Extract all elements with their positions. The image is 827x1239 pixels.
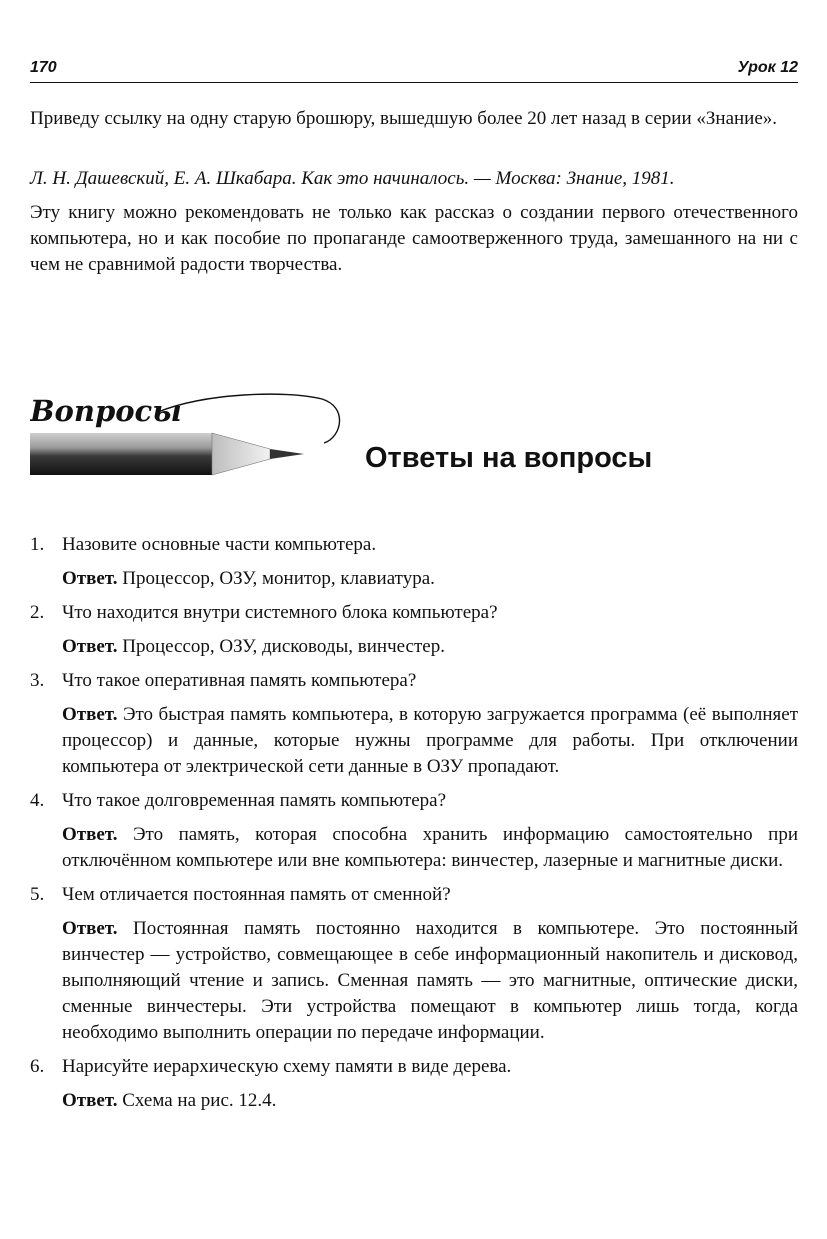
qa-list bbox=[30, 532, 798, 1122]
question-text: Чем отличается постоянная память от сменной? bbox=[62, 884, 451, 905]
answer-text: Процессор, ОЗУ, дисководы, винчестер. bbox=[122, 636, 445, 657]
answer-text: Это быстрая память компьютера, в которую загружается программа (её выполняет процессор) и данные, которые нужны программе для работы. При отключении компьютера от электрической сети данные в ОЗУ пропадают. bbox=[62, 704, 798, 777]
qa-item bbox=[30, 882, 798, 1046]
page-header bbox=[30, 58, 798, 83]
question-number: 5. bbox=[30, 884, 45, 905]
question-text: Назовите основные части компьютера. bbox=[62, 534, 377, 555]
question-number: 6. bbox=[30, 1056, 45, 1077]
answer-label: Ответ. bbox=[62, 636, 118, 657]
question-text: Что такое оперативная память компьютера? bbox=[62, 670, 417, 691]
question-number: 3. bbox=[30, 670, 45, 691]
lesson-title: Урок 12 bbox=[737, 59, 798, 76]
qa-item bbox=[30, 600, 798, 660]
qa-item bbox=[30, 668, 798, 780]
answer-text: Это память, которая способна хранить информацию самостоятельно при отключённом компьютере или вне компьютера: винчестер, лазерные и магнитные диски. bbox=[62, 824, 799, 871]
qa-item bbox=[30, 788, 798, 874]
page-number: 170 bbox=[30, 59, 57, 76]
question bbox=[30, 788, 798, 814]
question-text: Нарисуйте иерархическую схему памяти в виде дерева. bbox=[62, 1056, 512, 1077]
question bbox=[30, 1054, 798, 1080]
question bbox=[30, 532, 798, 558]
answer-label: Ответ. bbox=[62, 704, 118, 725]
answer-text: Постоянная память постоянно находится в компьютере. Это постоянный винчестер — устройство, совмещающее в себе информационный накопитель и дисковод, выполняющий чтение и запись. Сменная память — это магнитные, оптические диски, сменные винчестеры. Эти устройства помещают в компьютер лишь тогда, когда необходимо выполнить операции по передаче информации. bbox=[62, 918, 799, 1043]
pencil-body bbox=[30, 433, 212, 475]
question-text: Что такое долговременная память компьютера? bbox=[62, 790, 447, 811]
question-number: 1. bbox=[30, 534, 45, 555]
book-citation: Л. Н. Дашевский, Е. А. Шкабара. Как это начиналось. — Москва: Знание, 1981. bbox=[30, 168, 675, 189]
answer-text: Процессор, ОЗУ, монитор, клавиатура. bbox=[122, 568, 435, 589]
question bbox=[30, 668, 798, 694]
answer-label: Ответ. bbox=[62, 918, 118, 939]
answer bbox=[62, 566, 798, 592]
answer-label: Ответ. bbox=[62, 824, 118, 845]
answer bbox=[62, 1088, 798, 1114]
pencil-tip bbox=[270, 449, 304, 459]
answer bbox=[62, 822, 798, 874]
qa-item bbox=[30, 1054, 798, 1114]
question-number: 2. bbox=[30, 602, 45, 623]
answer-label: Ответ. bbox=[62, 568, 118, 589]
question-number: 4. bbox=[30, 790, 45, 811]
pencil-illustration bbox=[30, 385, 350, 495]
question bbox=[30, 600, 798, 626]
question bbox=[30, 882, 798, 908]
pencil-wood bbox=[212, 433, 270, 475]
banner-label: Вопросы bbox=[30, 394, 182, 428]
recommendation-paragraph: Эту книгу можно рекомендовать не только как рассказ о создании первого отечественного компьютера, но и как пособие по пропаганде самоотверженного труда, замешанного на ни с чем не сравнимой радости творчества. bbox=[30, 202, 798, 275]
answer-label: Ответ. bbox=[62, 1090, 118, 1111]
answer bbox=[62, 916, 798, 1046]
intro-paragraph: Приведу ссылку на одну старую брошюру, вышедшую более 20 лет назад в серии «Знание». bbox=[30, 108, 778, 129]
questions-banner bbox=[30, 385, 350, 495]
question-text: Что находится внутри системного блока компьютера? bbox=[62, 602, 498, 623]
answer bbox=[62, 634, 798, 660]
answer bbox=[62, 702, 798, 780]
qa-item bbox=[30, 532, 798, 592]
answer-text: Схема на рис. 12.4. bbox=[122, 1090, 277, 1111]
section-title: Ответы на вопросы bbox=[365, 442, 653, 474]
